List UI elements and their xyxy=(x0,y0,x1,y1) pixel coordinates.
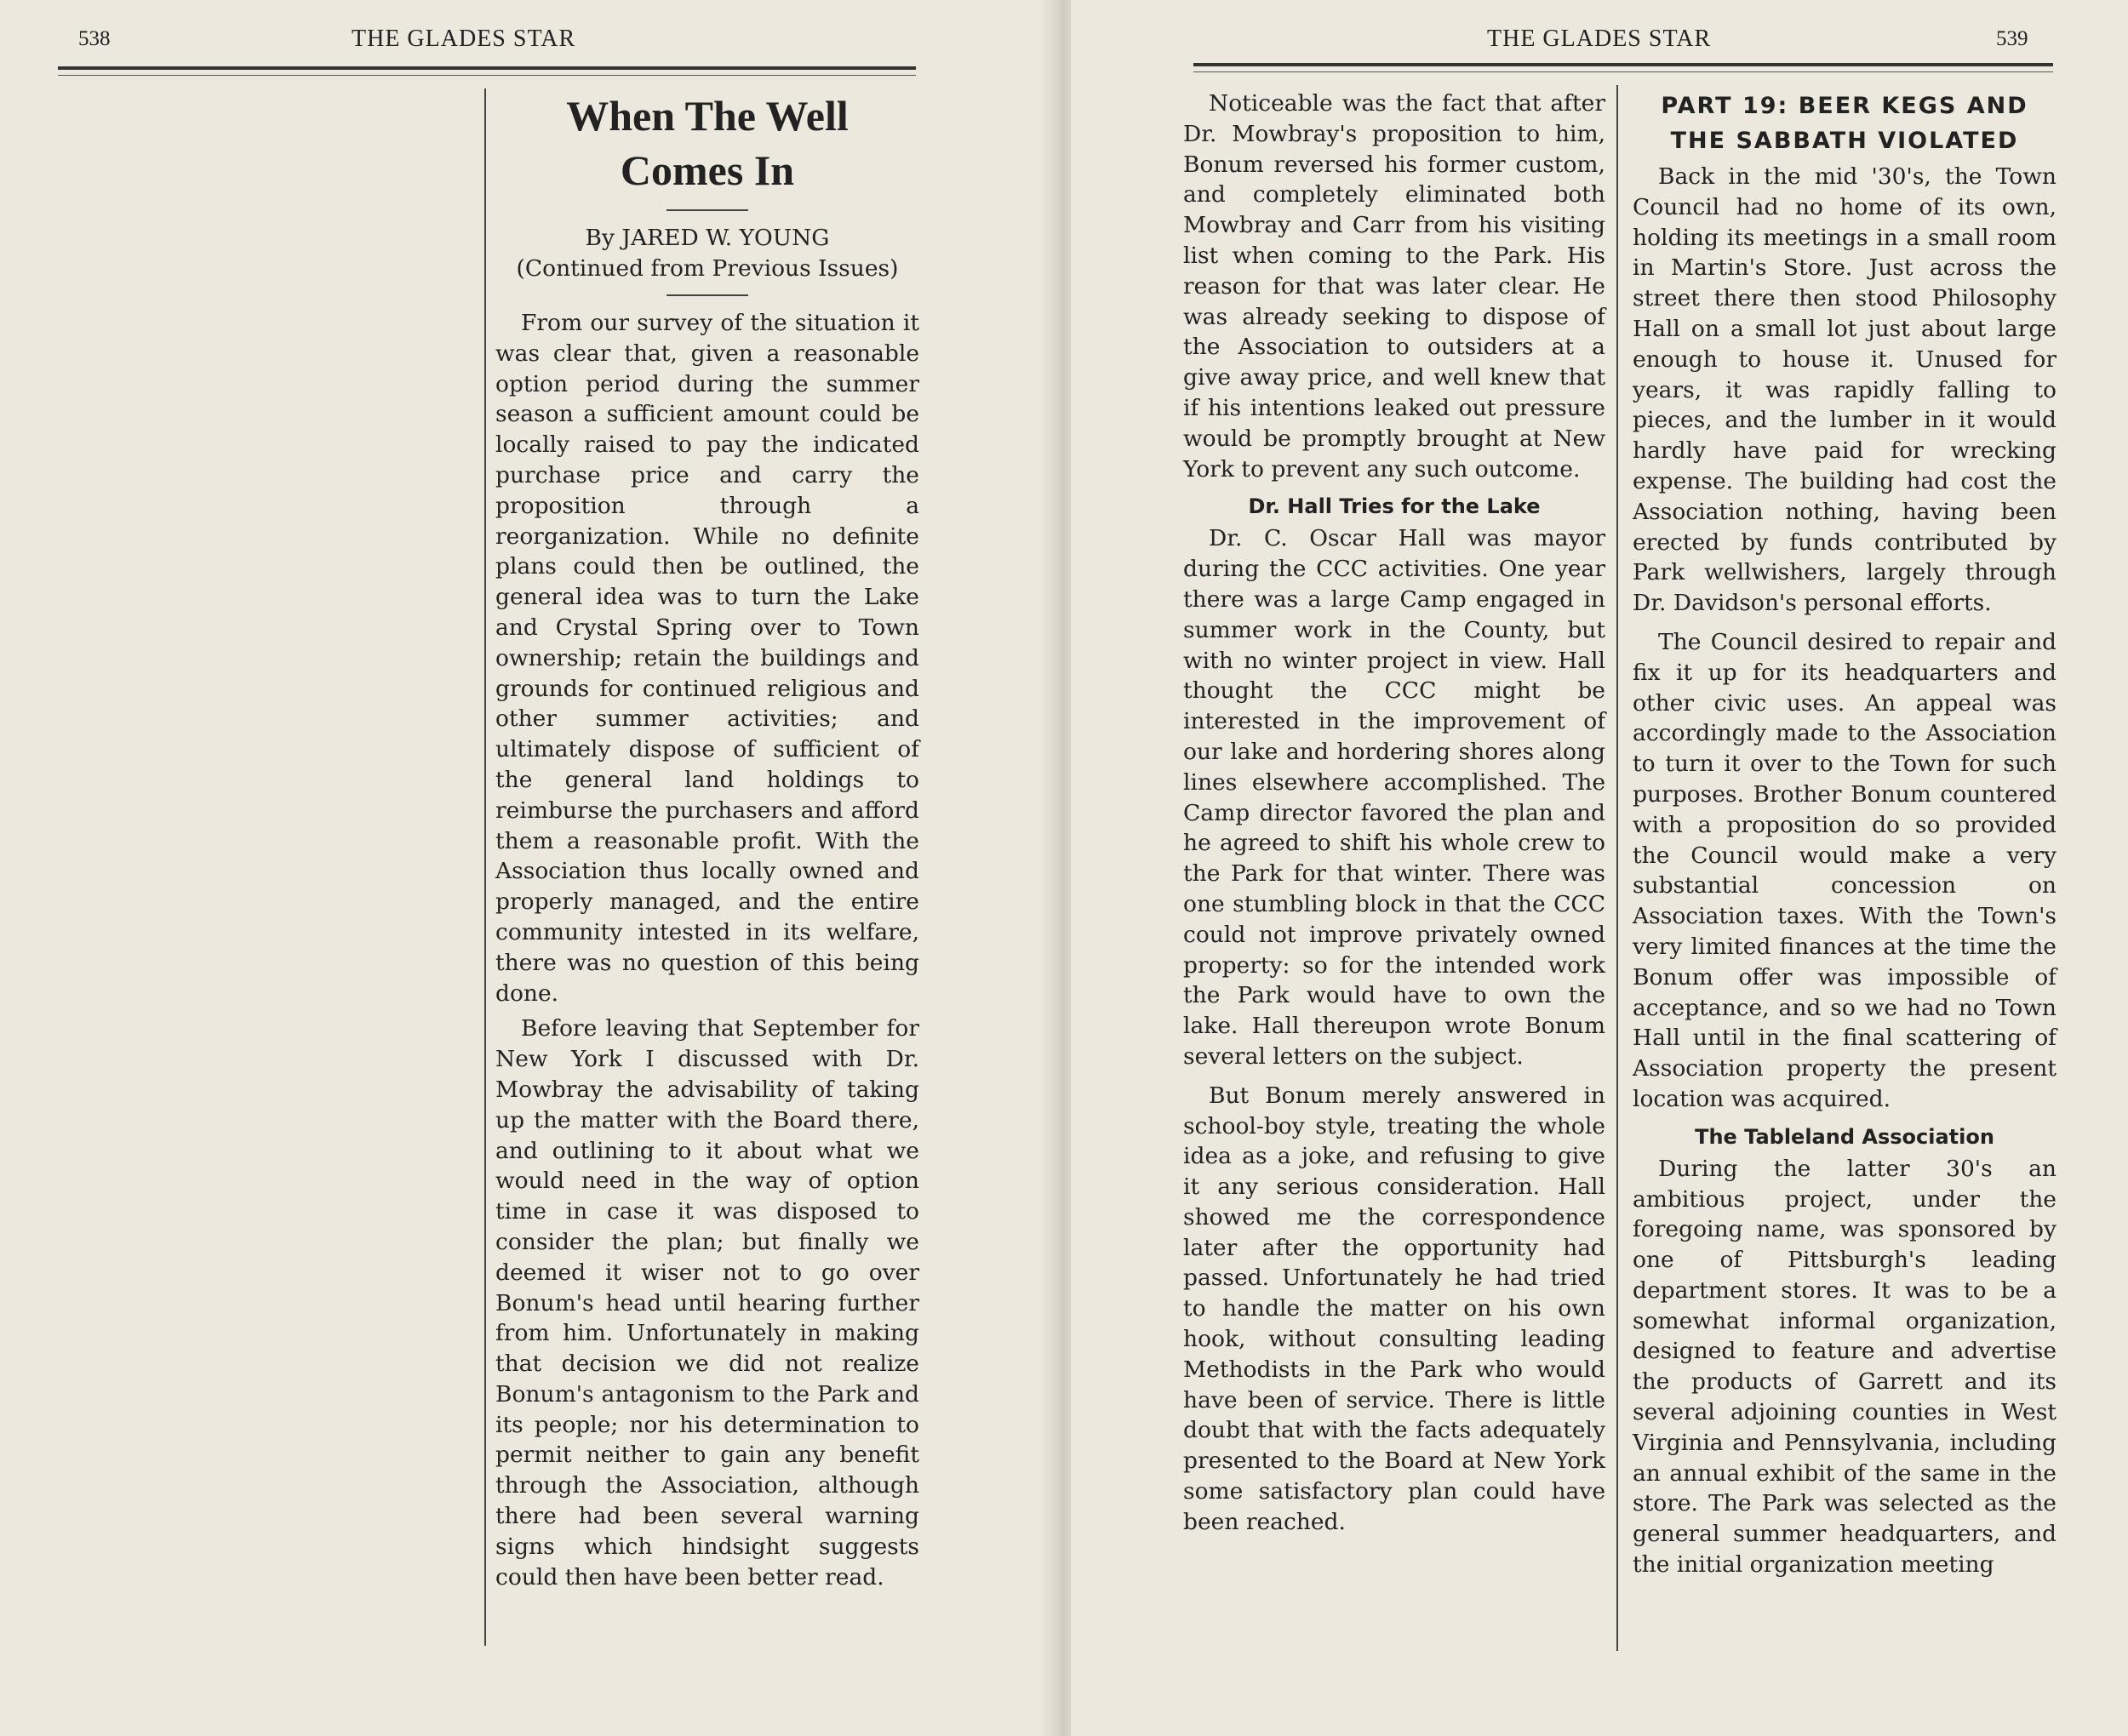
right-column-1 xyxy=(1183,89,1605,1538)
paragraph: But Bonum merely answered in school-boy style, treating the whole idea as a joke, and refusing to give it any serious consideration. Hall showed me the correspondence later after the opportunity had passed. Unfortunately he had tried to handle the matter on his own hook, without consulting leading Methodists in the Park who would have been of service. There is little doubt that with the facts adequately presented to the Board at New York some satisfactory plan could have been reached. xyxy=(1183,1082,1605,1535)
right-header-rule xyxy=(1193,63,2053,66)
byline-divider xyxy=(666,294,748,296)
paragraph: During the latter 30's an ambitious project, under the foregoing name, was sponsored by one of Pittsburgh's leading department stores. It was to be a somewhat informal organization, designed to feature and advertise the products of Garrett and its several adjoining counties in West Virginia and Pennsylvania, including an annual exhibit of the same in the store. The Park was selected as the general summer headquarters, and the initial organization meeting xyxy=(1633,1155,2056,1579)
article-title xyxy=(495,89,919,197)
right-page-number: 539 xyxy=(1996,27,2028,50)
paragraph: Dr. C. Oscar Hall was mayor during the CCC activities. One year there was a large Camp engaged in summer work in the County, but with no winter project in view. Hall thought the CCC might be interested in the improvement of our lake and hordering shores along lines elsewhere accomplished. The Camp director favored the plan and he agreed to shift his whole crew to the Park for that winter. There was one stumbling block in that the CCC could not improve privately owned property: so for the intended work the Park would have to own the lake. Hall thereupon wrote Bonum several letters on the subject. xyxy=(1183,525,1605,1070)
title-divider xyxy=(666,209,748,211)
paragraph: The Council desired to repair and fix it up for its headquarters and other civic uses. An appeal was accordingly made to the Association to turn it over to the Town for such purposes. Brother Bonum countered with a proposition do so provided the Council would make a very substantial concession on Association taxes. With the Town's very limited finances at the time the Bonum offer was impossible of acceptance, and so we had no Town Hall until in the final scattering of Association property the present location was acquired. xyxy=(1633,628,2056,1112)
left-page-number: 538 xyxy=(78,27,111,50)
byline: By JARED W. YOUNG xyxy=(585,225,830,251)
title-line-1: When The Well xyxy=(566,92,849,140)
right-page xyxy=(1071,0,2128,1736)
left-running-head: THE GLADES STAR xyxy=(352,26,576,52)
left-header-rule-thin xyxy=(58,75,916,76)
subhead-tableland: The Tableland Association xyxy=(1695,1124,1994,1149)
paragraph: Back in the mid '30's, the Town Council had no home of its own, holding its meetings in a small room in Martin's Store. Just across the street there then stood Philosophy Hall on a small lot just about large enough to house it. Unused for years, it was rapidly falling to pieces, and the lumber in it would hardly have paid for wrecking expense. The building had cost the Association nothing, having been erected by funds contributed by Park wellwishers, largely through Dr. Davidson's personal efforts. xyxy=(1633,163,2056,617)
part-19-heading xyxy=(1633,89,2056,158)
subhead-dr-hall: Dr. Hall Tries for the Lake xyxy=(1248,494,1541,519)
paragraph: From our survey of the situation it was clear that, given a reasonable option period during the summer season a sufficient amount could be locally raised to pay the indicated purchase price and carry the proposition through a reorganization. While no definite plans could then be outlined, the general idea was to turn the Lake and Crystal Spring over to Town ownership; retain the buildings and grounds for continued religious and other summer activities; and ultimately dispose of sufficient of the general land holdings to reimburse the purchasers and afford them a reasonable profit. With the Association thus locally owned and properly managed, and the entire community intested in its welfare, there was no question of this being done. xyxy=(495,310,919,1007)
part-head-line-2: THE SABBATH VIOLATED xyxy=(1670,128,2019,154)
right-header-rule-thin xyxy=(1193,71,2053,72)
title-line-2: Comes In xyxy=(620,146,795,194)
left-page xyxy=(0,0,1060,1736)
part-head-line-1: PART 19: BEER KEGS AND xyxy=(1661,93,2028,119)
paragraph: Noticeable was the fact that after Dr. Mowbray's proposition to him, Bonum reversed his former custom, and completely eliminated both Mowbray and Carr from his visiting list when coming to the Park. His reason for that was later clear. He was already seeking to dispose of the Association to outsiders at a give away price, and well knew that if his intentions leaked out pressure would be promptly brought at New York to prevent any such outcome. xyxy=(1183,90,1605,483)
left-header-rule xyxy=(58,66,916,70)
left-column-rule xyxy=(484,89,486,1646)
right-running-head: THE GLADES STAR xyxy=(1487,26,1712,52)
continued-note: (Continued from Previous Issues) xyxy=(516,255,899,282)
right-column-rule xyxy=(1616,85,1618,1651)
paragraph: Before leaving that September for New York I discussed with Dr. Mowbray the advisability of taking up the matter with the Board there, and outlining to it about what we would need in the way of option time in case it was disposed to consider the plan; but finally we deemed it wiser not to go over Bonum's head until hearing further from him. Unfortunately in making that decision we did not realize Bonum's antagonism to the Park and its people; nor his determination to permit neither to gain any benefit through the Association, although there had been several warning signs which hindsight suggests could then have been better read. xyxy=(495,1015,919,1590)
right-column-2 xyxy=(1633,89,2056,1580)
left-article-column xyxy=(495,89,919,1592)
